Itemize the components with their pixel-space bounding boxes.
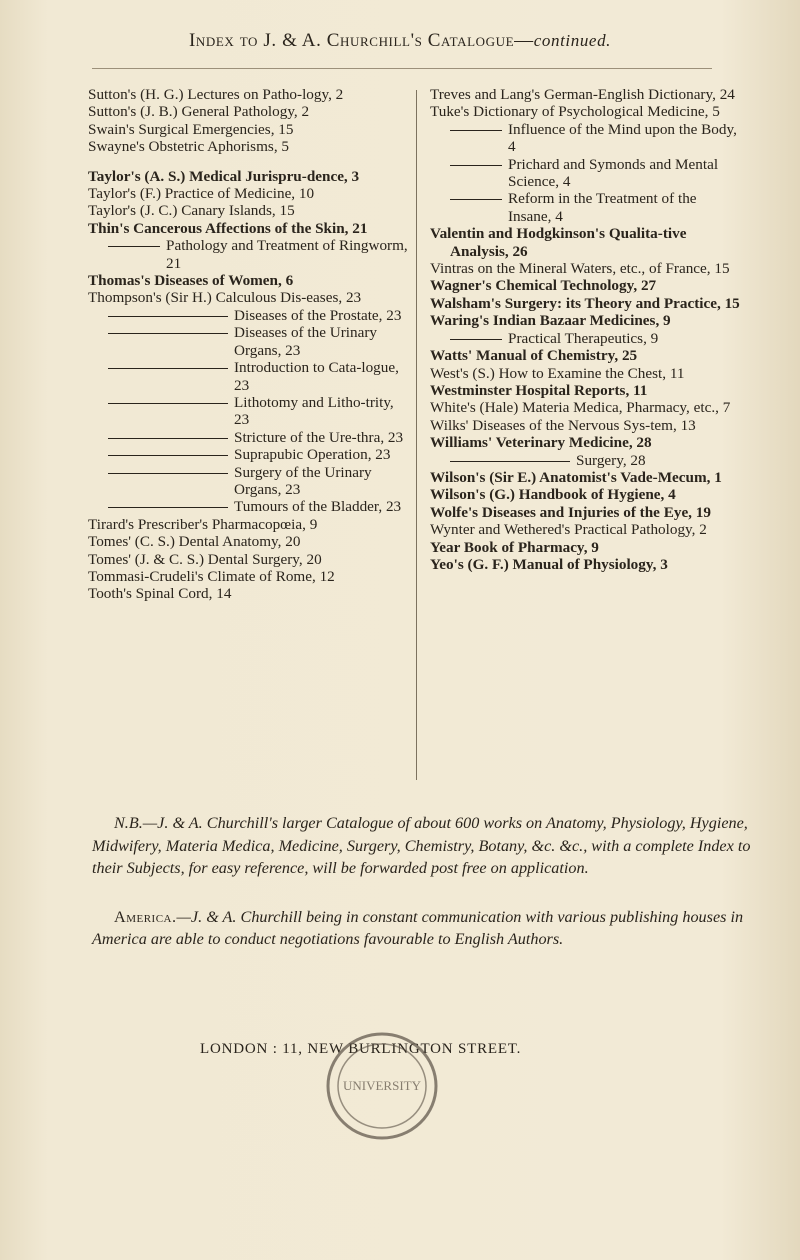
index-entry [88, 464, 410, 499]
index-entry [88, 307, 410, 324]
index-entry-text: Tooth's Spinal Cord, 14 [88, 585, 232, 603]
america-note [92, 906, 752, 951]
nb-note [92, 812, 752, 880]
index-entry [430, 399, 740, 416]
index-entry-text: Diseases of the Prostate, 23 [234, 306, 402, 324]
index-entry [430, 86, 740, 103]
index-entry-text: Vintras on the Mineral Waters, etc., of France, 15 [430, 260, 730, 278]
index-entry-text: Diseases of the Urinary Organs, 23 [234, 324, 377, 359]
index-entry-text: Tirard's Prescriber's Pharmacopœia, 9 [88, 515, 318, 533]
index-entry [88, 138, 410, 155]
ditto-dash [108, 368, 228, 369]
index-entry [88, 121, 410, 138]
stamp-text: UNIVERSITY [343, 1078, 421, 1093]
index-entry-text: West's (S.) How to Examine the Chest, 11 [430, 364, 685, 382]
index-entry [430, 260, 740, 277]
index-entry-text: Yeo's (G. F.) Manual of Physiology, 3 [430, 555, 668, 573]
index-entry-text: Introduction to Cata-logue, 23 [234, 359, 399, 394]
index-entry-text: Wagner's Chemical Technology, 27 [430, 277, 657, 295]
index-column-right [430, 86, 740, 573]
index-entry-text: Waring's Indian Bazaar Medicines, 9 [430, 312, 671, 330]
index-entry [88, 289, 410, 306]
index-entry [430, 347, 740, 364]
index-entry-text: Tomes' (C. S.) Dental Anatomy, 20 [88, 533, 301, 551]
index-entry-text: Pathology and Treatment of Ringworm, 21 [166, 237, 408, 272]
header-rule [92, 68, 712, 69]
index-entry-text: Walsham's Surgery: its Theory and Practice, 15 [430, 294, 740, 312]
index-entry-text: Thin's Cancerous Affections of the Skin, 21 [88, 219, 368, 237]
america-text: —J. & A. Churchill being in constant communication with various publishing houses in America are able to conduct negotiations favourable to English Authors. [92, 907, 744, 948]
ditto-dash [450, 130, 502, 131]
index-entry-text: Surgery, 28 [576, 451, 646, 469]
ditto-dash [108, 333, 228, 334]
publisher-address: LONDON : 11, NEW BURLINGTON STREET. [200, 1041, 522, 1057]
index-entry [88, 185, 410, 202]
index-entry [88, 324, 410, 359]
index-entry-text: Swayne's Obstetric Aphorisms, 5 [88, 138, 290, 156]
index-entry [430, 277, 740, 294]
ditto-dash [450, 461, 570, 462]
index-column-left [88, 86, 410, 603]
column-divider [416, 90, 417, 780]
index-entry [430, 486, 740, 503]
ditto-dash [450, 199, 502, 200]
index-entry-text: Stricture of the Ure-thra, 23 [234, 428, 404, 446]
index-entry [88, 359, 410, 394]
index-entry [430, 521, 740, 538]
index-entry-text: Tomes' (J. & C. S.) Dental Surgery, 20 [88, 550, 322, 568]
index-entry [88, 394, 410, 429]
ditto-dash [108, 507, 228, 508]
ditto-dash [108, 246, 160, 247]
index-entry [430, 330, 740, 347]
index-entry-text: Suprapubic Operation, 23 [234, 446, 391, 464]
ditto-dash [450, 165, 502, 166]
index-entry-text: Wilson's (G.) Handbook of Hygiene, 4 [430, 486, 676, 504]
index-entry-text: Surgery of the Urinary Organs, 23 [234, 463, 372, 498]
ditto-dash [108, 403, 228, 404]
index-entry [430, 103, 740, 120]
index-entry-text: Tommasi-Crudeli's Climate of Rome, 12 [88, 567, 335, 585]
index-entry [88, 272, 410, 289]
index-entry-text: Year Book of Pharmacy, 9 [430, 538, 599, 556]
index-entry [430, 417, 740, 434]
library-stamp [320, 1028, 450, 1148]
ditto-dash [108, 473, 228, 474]
index-entry-text: Lithotomy and Litho-trity, 23 [234, 393, 394, 429]
header-continued: continued. [533, 31, 612, 50]
nb-text: —J. & A. Churchill's larger Catalogue of about 600 works on Anatomy, Physiology, Hygiene, Midwifery, Materia Medica, Medicine, Surgery, Chemistry, Botany, &c. &c., with a complete Index to their Subjects, for easy reference, will be forwarded post free on application. [92, 814, 751, 877]
index-entry [430, 469, 740, 486]
index-entry-text: Sutton's (H. G.) Lectures on Patho-logy, 2 [88, 86, 344, 103]
index-entry [430, 121, 740, 156]
index-entry [88, 516, 410, 533]
footer-city: LONDON [200, 1041, 269, 1057]
index-entry [430, 190, 740, 225]
index-entry [88, 429, 410, 446]
publisher-notes [92, 812, 752, 977]
index-entry [88, 103, 410, 120]
ditto-dash [108, 438, 228, 439]
index-entry-text: Westminster Hospital Reports, 11 [430, 381, 648, 399]
entry-gap [88, 156, 410, 168]
index-entry-text: Watts' Manual of Chemistry, 25 [430, 347, 638, 365]
page-header [0, 30, 800, 52]
index-entry [88, 86, 410, 103]
index-entry-text: Wilks' Diseases of the Nervous Sys-tem, 13 [430, 416, 696, 434]
ditto-dash [450, 339, 502, 340]
index-entry-text: Swain's Surgical Emergencies, 15 [88, 120, 294, 138]
index-entry [88, 220, 410, 237]
index-entry [430, 312, 740, 329]
index-entry [430, 156, 740, 191]
index-entry-text: Treves and Lang's German-English Dictionary, 24 [430, 86, 735, 103]
ditto-dash [108, 455, 228, 456]
index-entry-text: Taylor's (A. S.) Medical Jurispru-dence, 3 [88, 167, 360, 185]
index-entry [88, 498, 410, 515]
index-entry-text: Tuke's Dictionary of Psychological Medicine, 5 [430, 103, 720, 121]
index-entry [430, 225, 740, 260]
index-entry-text: Sutton's (J. B.) General Pathology, 2 [88, 103, 310, 121]
index-entry-text: Wolfe's Diseases and Injuries of the Eye, 19 [430, 503, 711, 521]
index-entry [430, 365, 740, 382]
ditto-dash [108, 316, 228, 317]
index-entry [430, 434, 740, 451]
index-entry-text: Tumours of the Bladder, 23 [234, 498, 402, 516]
index-entry-text: Valentin and Hodgkinson's Qualita-tive Analysis, 26 [430, 225, 687, 260]
index-entry-text: Taylor's (F.) Practice of Medicine, 10 [88, 185, 315, 203]
index-entry [430, 382, 740, 399]
index-entry-text: Wynter and Wethered's Practical Pathology, 2 [430, 521, 707, 539]
index-entry [88, 533, 410, 550]
index-entry-text: Williams' Veterinary Medicine, 28 [430, 434, 652, 452]
index-entry [88, 585, 410, 602]
nb-label: N.B. [114, 814, 143, 832]
index-entry [430, 504, 740, 521]
index-entry [430, 452, 740, 469]
index-entry [88, 202, 410, 219]
index-entry-text: Practical Therapeutics, 9 [508, 329, 659, 347]
index-entry-text: Prichard and Symonds and Mental Science, 4 [508, 155, 719, 191]
index-entry-text: Taylor's (J. C.) Canary Islands, 15 [88, 202, 295, 220]
index-entry [88, 446, 410, 463]
index-entry [88, 237, 410, 272]
index-entry [430, 539, 740, 556]
index-entry-text: Influence of the Mind upon the Body, 4 [508, 120, 737, 156]
index-entry [430, 556, 740, 573]
america-label: America. [114, 907, 177, 926]
index-entry-text: Thomas's Diseases of Women, 6 [88, 272, 294, 290]
index-entry-text: Reform in the Treatment of the Insane, 4 [508, 190, 697, 225]
index-entry [88, 168, 410, 185]
index-entry-text: Thompson's (Sir H.) Calculous Dis-eases, 23 [88, 289, 362, 307]
footer-address: 11, NEW BURLINGTON STREET. [282, 1041, 522, 1057]
index-entry-text: White's (Hale) Materia Medica, Pharmacy, etc., 7 [430, 399, 731, 417]
index-entry-text: Wilson's (Sir E.) Anatomist's Vade-Mecum, 1 [430, 468, 722, 486]
index-entry [88, 568, 410, 585]
header-title: Index to J. & A. Churchill's Catalogue— [188, 30, 534, 51]
index-entry [88, 551, 410, 568]
index-entry [430, 295, 740, 312]
